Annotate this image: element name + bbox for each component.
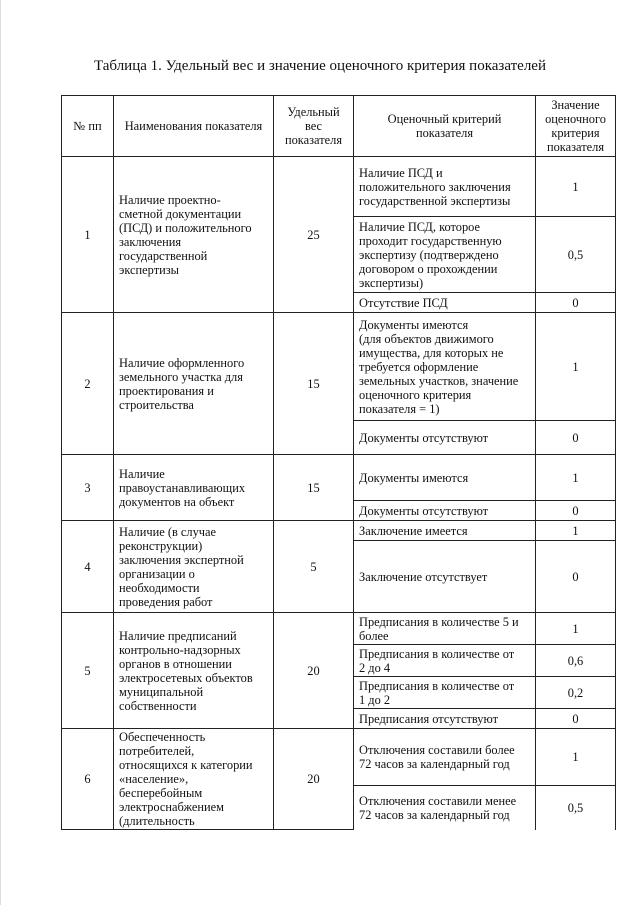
criterion-value: 0 [536,541,616,613]
indicator-weight: 15 [274,455,354,521]
criterion-value: 1 [536,455,616,501]
table-row [62,729,616,786]
table-header-row [62,96,616,157]
criterion-value: 0,5 [536,217,616,293]
criterion-value: 1 [536,157,616,217]
criterion-value: 0 [536,421,616,455]
criterion-value: 0 [536,293,616,313]
criterion-value: 1 [536,521,616,541]
table-row [62,521,616,541]
criterion-text: Предписания отсутствуют [354,709,536,729]
criterion-text: Предписания в количестве 5 и более [354,613,536,645]
criterion-value: 1 [536,313,616,421]
criterion-text: Заключение отсутствует [354,541,536,613]
criterion-text: Предписания в количестве от 1 до 2 [354,677,536,709]
criterion-text: Документы отсутствуют [354,501,536,521]
criterion-value: 0 [536,709,616,729]
criterion-text: Документы имеются [354,455,536,501]
criterion-text: Заключение имеется [354,521,536,541]
criterion-value: 0 [536,501,616,521]
table-row [62,157,616,217]
table-row [62,455,616,501]
header-criterion: Оценочный критерий показателя [354,96,536,157]
table-row [62,313,616,421]
indicator-weight: 15 [274,313,354,455]
row-number: 1 [62,157,114,313]
indicator-name: Наличие (в случае реконструкции) заключения экспертной организации о необходимости проведения работ [114,521,274,613]
indicator-table [61,95,616,830]
table-title: Таблица 1. Удельный вес и значение оценочного критерия показателей [93,58,546,74]
criterion-text: Отключения составили более 72 часов за календарный год [354,729,536,786]
indicator-weight: 5 [274,521,354,613]
criterion-text: Наличие ПСД и положительного заключения государственной экспертизы [354,157,536,217]
header-no: № пп [62,96,114,157]
criterion-text: Документы имеются (для объектов движимого имущества, для которых не требуется оформление земельных участков, значение оценочного критерия показателя = 1) [354,313,536,421]
criterion-value: 0,2 [536,677,616,709]
indicator-name: Наличие правоустанавливающих документов на объект [114,455,274,521]
indicator-name: Наличие оформленного земельного участка для проектирования и строительства [114,313,274,455]
criterion-text: Документы отсутствуют [354,421,536,455]
indicator-weight: 20 [274,613,354,729]
row-number: 2 [62,313,114,455]
indicator-weight: 20 [274,729,354,830]
criterion-value: 1 [536,613,616,645]
criterion-text: Наличие ПСД, которое проходит государственную экспертизу (подтверждено договором о прохождении экспертизы) [354,217,536,293]
criterion-value: 1 [536,729,616,786]
header-name: Наименования показателя [114,96,274,157]
row-number: 3 [62,455,114,521]
criterion-text: Предписания в количестве от 2 до 4 [354,645,536,677]
indicator-weight: 25 [274,157,354,313]
indicator-name: Обеспеченность потребителей, относящихся к категории «население», бесперебойным электроснабжением (длительность [114,729,274,830]
indicator-name: Наличие проектно- сметной документации (ПСД) и положительного заключения государственной экспертизы [114,157,274,313]
page-edge [0,0,1,905]
row-number: 4 [62,521,114,613]
criterion-text: Отключения составили менее 72 часов за календарный год [354,785,536,829]
table-row [62,613,616,645]
criterion-text: Отсутствие ПСД [354,293,536,313]
criterion-value: 0,5 [536,785,616,829]
row-number: 6 [62,729,114,830]
row-number: 5 [62,613,114,729]
criterion-value: 0,6 [536,645,616,677]
header-value: Значение оценочного критерия показателя [536,96,616,157]
header-weight: Удельный вес показателя [274,96,354,157]
indicator-name: Наличие предписаний контрольно-надзорных органов в отношении электросетевых объектов муниципальной собственности [114,613,274,729]
